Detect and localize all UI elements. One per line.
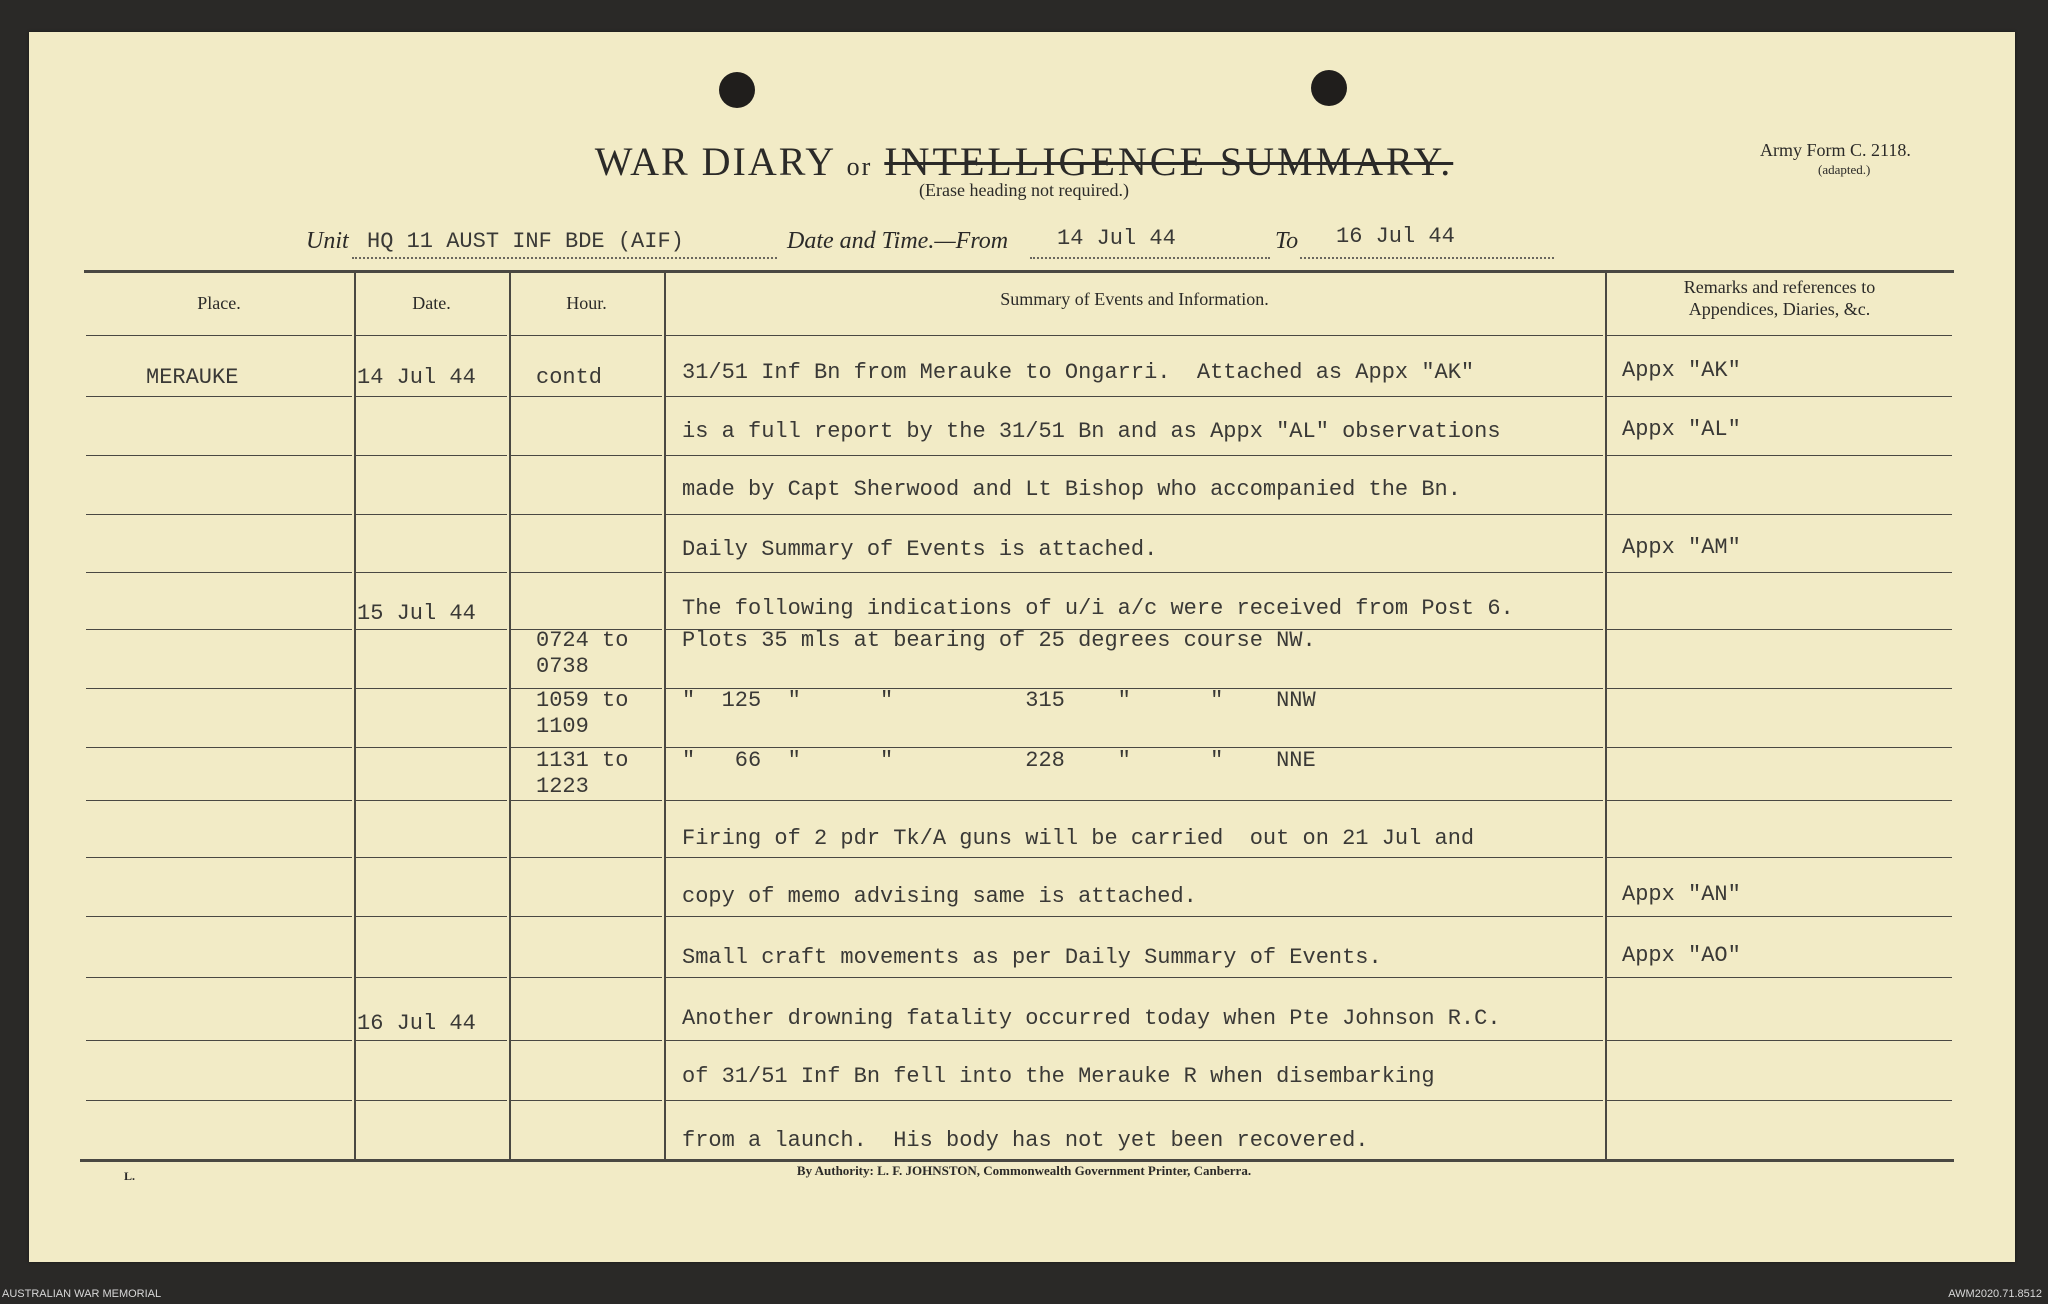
punch-hole-right: [1311, 70, 1347, 106]
rule-line: [666, 455, 1603, 456]
rule-line: [1607, 800, 1952, 801]
header-remarks-line1: Remarks and references to: [1683, 277, 1876, 297]
punch-hole-left: [719, 72, 755, 108]
entry-remarks: Appx "AL": [1622, 417, 1741, 442]
rule-line: [666, 977, 1603, 978]
entry-summary: " 125 " " 315 " " NNW: [682, 688, 1316, 713]
rule-line: [666, 572, 1603, 573]
unit-label: Unit: [306, 228, 349, 254]
rule-line: [356, 1040, 507, 1041]
entry-hour: 1131 to 1223: [536, 748, 629, 799]
to-label: To: [1275, 228, 1299, 254]
rule-line: [1607, 916, 1952, 917]
rule-line: [666, 1040, 1603, 1041]
entry-summary: 31/51 Inf Bn from Merauke to Ongarri. Attached as Appx "AK": [682, 360, 1475, 385]
header-hour: Hour.: [566, 293, 607, 313]
entry-summary: The following indications of u/i a/c were received from Post 6.: [682, 596, 1514, 621]
entry-summary: Plots 35 mls at bearing of 25 degrees course NW.: [682, 628, 1316, 653]
rule-line: [356, 455, 507, 456]
header-date: Date.: [412, 293, 451, 313]
rule-line: [86, 396, 352, 397]
entry-place: MERAUKE: [146, 365, 239, 390]
entry-remarks: Appx "AK": [1622, 358, 1741, 383]
rule-line: [666, 396, 1603, 397]
rule-line: [356, 514, 507, 515]
rule-line: [86, 688, 352, 689]
entry-summary: made by Capt Sherwood and Lt Bishop who accompanied the Bn.: [682, 477, 1461, 502]
rule-line: [1607, 335, 1952, 336]
rule-line: [1607, 572, 1952, 573]
entry-remarks: Appx "AN": [1622, 882, 1741, 907]
entry-summary: from a launch. His body has not yet been recovered.: [682, 1128, 1369, 1153]
entry-remarks: Appx "AO": [1622, 943, 1741, 968]
date-time-label: Date and Time.—From: [787, 228, 1009, 254]
entry-hour: 1059 to 1109: [536, 688, 629, 739]
rule-line: [356, 572, 507, 573]
rule-line: [511, 514, 662, 515]
rule-line: [356, 688, 507, 689]
rule-line: [1607, 1100, 1952, 1101]
rule-line: [356, 335, 507, 336]
title-war-diary: WAR DIARY: [594, 139, 835, 184]
rule-line: [511, 396, 662, 397]
header-summary: Summary of Events and Information.: [1000, 289, 1269, 309]
entry-date: 16 Jul 44: [357, 1011, 476, 1036]
rule-line: [511, 455, 662, 456]
rule-line: [356, 396, 507, 397]
army-form-adapted: (adapted.): [1818, 162, 1871, 177]
rule-line: [86, 977, 352, 978]
entry-summary: copy of memo advising same is attached.: [682, 884, 1197, 909]
title-or: or: [846, 152, 873, 181]
rule-line: [511, 916, 662, 917]
rule-line: [1607, 747, 1952, 748]
unit-value: HQ 11 AUST INF BDE (AIF): [367, 229, 684, 254]
rule-line: [86, 335, 352, 336]
entry-summary: Small craft movements as per Daily Summary of Events.: [682, 945, 1382, 970]
rule-line: [511, 1040, 662, 1041]
rule-line: [356, 1100, 507, 1101]
rule-line: [86, 857, 352, 858]
header-place: Place.: [197, 293, 241, 313]
entry-summary: Another drowning fatality occurred today when Pte Johnson R.C.: [682, 1006, 1501, 1031]
rule-line: [1607, 977, 1952, 978]
rule-line: [356, 747, 507, 748]
rule-line: [86, 747, 352, 748]
rule-line: [666, 1100, 1603, 1101]
form-code: L.: [124, 1169, 136, 1183]
archive-caption-left: AUSTRALIAN WAR MEMORIAL: [2, 1288, 162, 1300]
rule-line: [511, 572, 662, 573]
rule-line: [666, 335, 1603, 336]
rule-line: [356, 977, 507, 978]
rule-line: [1607, 514, 1952, 515]
rule-line: [356, 800, 507, 801]
rule-line: [86, 629, 352, 630]
rule-line: [86, 514, 352, 515]
army-form-number: Army Form C. 2118.: [1760, 140, 1911, 160]
rule-line: [1607, 455, 1952, 456]
entry-date: 14 Jul 44: [357, 365, 476, 390]
entry-date: 15 Jul 44: [357, 601, 476, 626]
date-from-value: 14 Jul 44: [1057, 226, 1176, 251]
rule-line: [1607, 629, 1952, 630]
rule-line: [86, 1100, 352, 1101]
rule-line: [86, 916, 352, 917]
rule-line: [1607, 688, 1952, 689]
rule-line: [511, 977, 662, 978]
form-subtitle: (Erase heading not required.): [919, 180, 1129, 200]
form-title: [0, 138, 2048, 185]
entry-remarks: Appx "AM": [1622, 535, 1741, 560]
date-to-value: 16 Jul 44: [1336, 224, 1455, 249]
entry-summary: " 66 " " 228 " " NNE: [682, 748, 1316, 773]
printer-authority: By Authority: L. F. JOHNSTON, Commonwealth Government Printer, Canberra.: [796, 1163, 1252, 1178]
rule-line: [1607, 396, 1952, 397]
entry-hour: contd: [536, 365, 603, 390]
rule-line: [511, 800, 662, 801]
rule-line: [1607, 857, 1952, 858]
rule-line: [666, 916, 1603, 917]
rule-line: [86, 800, 352, 801]
header-remarks-line2: Appendices, Diaries, &c.: [1688, 299, 1871, 319]
entry-summary: is a full report by the 31/51 Bn and as Appx "AL" observations: [682, 419, 1501, 444]
rule-line: [356, 629, 507, 630]
rule-line: [356, 916, 507, 917]
rule-line: [511, 857, 662, 858]
entry-summary: Firing of 2 pdr Tk/A guns will be carried out on 21 Jul and: [682, 826, 1475, 851]
rule-line: [666, 514, 1603, 515]
rule-line: [666, 800, 1603, 801]
rule-line: [356, 857, 507, 858]
rule-line: [86, 455, 352, 456]
rule-line: [86, 1040, 352, 1041]
entry-hour: 0724 to 0738: [536, 628, 629, 679]
rule-line: [86, 572, 352, 573]
entry-summary: of 31/51 Inf Bn fell into the Merauke R when disembarking: [682, 1064, 1435, 1089]
entry-summary: Daily Summary of Events is attached.: [682, 537, 1158, 562]
rule-line: [511, 335, 662, 336]
rule-line: [1607, 1040, 1952, 1041]
rule-line: [511, 1100, 662, 1101]
title-intelligence-summary: INTELLIGENCE SUMMARY.: [884, 139, 1454, 184]
archive-caption-right: AWM2020.71.8512: [1948, 1288, 2042, 1300]
rule-line: [666, 857, 1603, 858]
